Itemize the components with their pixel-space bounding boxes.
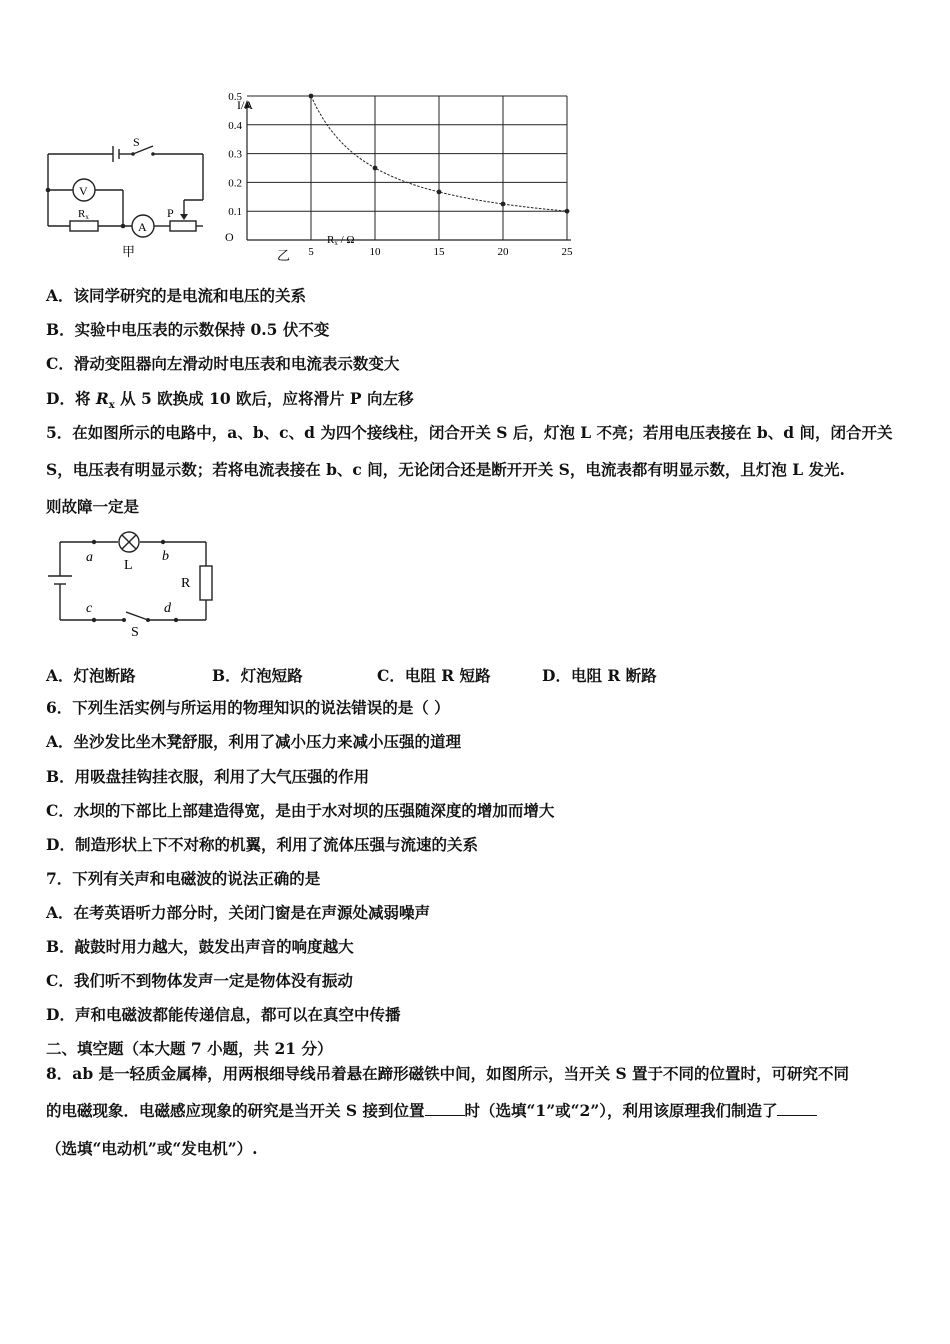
q5-options [46, 664, 746, 684]
x-tick-label: 25 [561, 246, 573, 258]
q7-option-a: A．在考英语听力部分时，关闭门窗是在声源处减弱噪声 [46, 903, 431, 922]
y-tick-label: 0.5 [228, 91, 242, 103]
x-tick-label: 20 [497, 246, 509, 258]
terminal-b-label: b [162, 549, 169, 564]
x-tick-label: 15 [433, 246, 445, 258]
q5-option-d: D．电阻 R 断路 [542, 666, 657, 685]
blank-2[interactable] [777, 1101, 817, 1116]
q5-option-a: A．灯泡断路 [46, 666, 136, 685]
x-axis-label: Rx / Ω [327, 234, 355, 247]
figure-yi-caption: 乙 [277, 248, 291, 263]
data-point [565, 209, 570, 214]
q4-option-c: C．滑动变阻器向左滑动时电压表和电流表示数变大 [46, 354, 400, 373]
y-tick-label: 0.1 [228, 206, 242, 219]
blank-1[interactable] [425, 1101, 465, 1116]
q6-option-a: A．坐沙发比坐木凳舒服，利用了减小压力来减小压强的道理 [46, 732, 462, 751]
y-tick-label: 0.4 [228, 119, 242, 132]
q5-stem-line1: 5．在如图所示的电路中，a、b、c、d 为四个接线柱，闭合开关 S 后，灯泡 L 不亮；若用电压表接在 b、d 间，闭合开关 [46, 423, 893, 442]
q4-option-a: A．该同学研究的是电流和电压的关系 [46, 286, 307, 305]
q5-option-c: C．电阻 R 短路 [377, 666, 491, 685]
figure-jia-caption: 甲 [122, 244, 136, 259]
slider-p-label: P [167, 206, 174, 220]
q7-option-d: D．声和电磁波都能传递信息，都可以在真空中传播 [46, 1005, 401, 1024]
q4-option-b: B．实验中电压表的示数保持 0.5 伏不变 [46, 320, 330, 339]
q8-stem-line2: 的电磁现象．电磁感应现象的研究是当开关 S 接到位置 时（选填“1”或“2”），利用该原理我们制造了 [46, 1101, 817, 1121]
resistor-r-label: R [181, 576, 191, 591]
q4-option-d: D．将 $R_x$ 从 5 欧换成 10 欧后，应将滑片 P 向左移 [46, 389, 414, 412]
x-tick-label: 10 [369, 246, 381, 258]
origin-label: O [225, 230, 234, 244]
q7-option-b: B．敲鼓时用力越大，鼓发出声音的响度越大 [46, 937, 354, 956]
y-tick-label: 0.3 [228, 148, 242, 161]
data-point [309, 94, 314, 99]
switch-s-label: S [131, 625, 139, 640]
q7-stem: 7．下列有关声和电磁波的说法正确的是 [46, 869, 321, 888]
x-tick-label: 5 [308, 246, 314, 258]
ammeter-label: A [138, 220, 147, 234]
data-point [437, 190, 442, 195]
figure-q5-circuit [40, 528, 230, 643]
q6-option-b: B．用吸盘挂钩挂衣服，利用了大气压强的作用 [46, 767, 370, 786]
voltmeter-label: V [79, 184, 88, 198]
q8-stem-line3: （选填“电动机”或“发电机”）. [46, 1139, 258, 1158]
q6-option-d: D．制造形状上下不对称的机翼，利用了流体压强与流速的关系 [46, 835, 478, 854]
switch-s-label: S [133, 135, 140, 149]
y-axis-label: I/A [237, 98, 253, 112]
q7-option-c: C．我们听不到物体发声一定是物体没有振动 [46, 971, 353, 990]
terminal-d-label: d [164, 601, 171, 616]
data-point [373, 166, 378, 171]
q5-stem-line2: S，电压表有明显示数；若将电流表接在 b、c 间，无论闭合还是断开开关 S，电流表都有明显示数，且灯泡 L 发光. [46, 460, 845, 479]
figure-jia-circuit [40, 128, 220, 263]
section-heading: 二、填空题（本大题 7 小题，共 21 分） [46, 1039, 333, 1058]
y-tick-label: 0.2 [228, 177, 242, 190]
q6-stem: 6．下列生活实例与所运用的物理知识的说法错误的是（ ） [46, 698, 450, 717]
figure-yi-graph [205, 91, 573, 266]
q6-option-c: C．水坝的下部比上部建造得宽，是由于水对坝的压强随深度的增加而增大 [46, 801, 555, 820]
terminal-a-label: a [86, 550, 93, 565]
lamp-l-label: L [124, 558, 133, 573]
q5-stem-line3: 则故障一定是 [46, 497, 140, 516]
terminal-c-label: c [86, 601, 93, 616]
resistor-rx-label: Rx [78, 208, 89, 221]
q8-stem-line1: 8．ab 是一轻质金属棒，用两根细导线吊着悬在蹄形磁铁中间，如图所示，当开关 S 置于不同的位置时，可研究不同 [46, 1064, 850, 1083]
q5-option-b: B．灯泡短路 [212, 666, 303, 685]
data-point [501, 202, 506, 207]
